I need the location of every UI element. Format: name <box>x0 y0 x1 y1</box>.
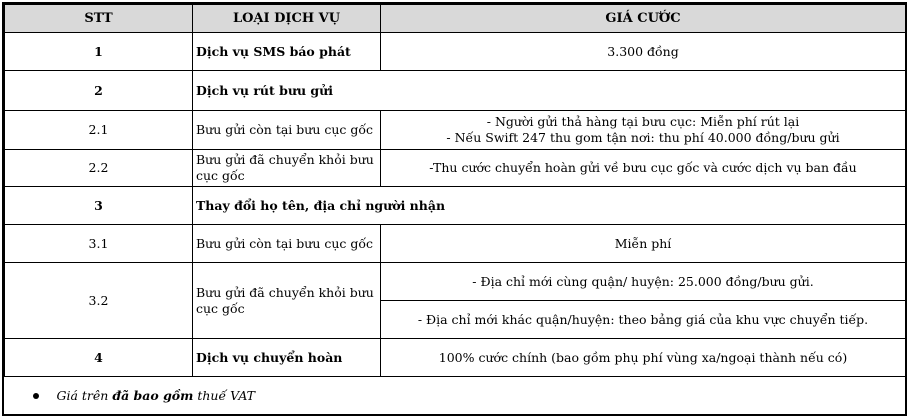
row-service-section: Dịch vụ rút bưu gửi <box>193 71 906 111</box>
price-line: - Nếu Swift 247 thu gom tận nơi: thu phí 40.000 đồng/bưu gửi <box>446 130 840 145</box>
row-price <box>381 111 906 150</box>
table-row <box>5 225 906 263</box>
price-line: - Người gửi thả hàng tại bưu cục: Miễn phí rút lại <box>486 114 800 129</box>
row-service: Bưu gửi còn tại bưu cục gốc <box>193 111 381 150</box>
table-row <box>5 187 906 225</box>
header-stt: STT <box>5 5 193 33</box>
row-price: 100% cước chính (bao gồm phụ phí vùng xa/ngoại thành nếu có) <box>381 339 906 377</box>
row-service: Dịch vụ chuyển hoàn <box>193 339 381 377</box>
note-row <box>5 377 906 416</box>
service-line: Bưu gửi đã chuyển khỏi bưu <box>196 152 374 167</box>
row-price: - Địa chỉ mới khác quận/huyện: theo bảng giá của khu vực chuyển tiếp. <box>381 301 906 339</box>
vat-note <box>5 377 906 416</box>
service-line: Bưu gửi đã chuyển khỏi bưu <box>196 284 374 300</box>
service-line: cục gốc <box>196 300 245 316</box>
header-price: GIÁ CƯỚC <box>381 5 906 33</box>
row-service: Bưu gửi còn tại bưu cục gốc <box>193 225 381 263</box>
row-stt: 4 <box>5 339 193 377</box>
row-service-section: Thay đổi họ tên, địa chỉ người nhận <box>193 187 906 225</box>
note-prefix: Giá trên <box>56 388 113 404</box>
row-stt: 2.1 <box>5 111 193 150</box>
row-price: -Thu cước chuyển hoàn gửi về bưu cục gốc và cước dịch vụ ban đầu <box>381 150 906 187</box>
table-row <box>5 150 906 187</box>
row-service <box>193 150 381 187</box>
row-price: 3.300 đồng <box>381 33 906 71</box>
row-stt: 1 <box>5 33 193 71</box>
row-stt: 3.1 <box>5 225 193 263</box>
row-price: - Địa chỉ mới cùng quận/ huyện: 25.000 đồng/bưu gửi. <box>381 263 906 301</box>
header-service-type: LOẠI DỊCH VỤ <box>193 5 381 33</box>
table-header-row <box>5 5 906 33</box>
table-row <box>5 71 906 111</box>
row-stt: 2 <box>5 71 193 111</box>
note-emphasis: đã bao gồm <box>112 388 194 404</box>
row-service <box>193 263 381 339</box>
table-row <box>5 263 906 301</box>
table-row <box>5 339 906 377</box>
table-row <box>5 111 906 150</box>
row-stt: 3 <box>5 187 193 225</box>
table-row <box>5 33 906 71</box>
row-price: Miễn phí <box>381 225 906 263</box>
row-stt: 2.2 <box>5 150 193 187</box>
note-suffix: thuế VAT <box>193 388 255 404</box>
service-line: cục gốc <box>196 168 245 183</box>
price-table <box>4 4 906 416</box>
bullet-icon <box>33 393 39 399</box>
row-stt: 3.2 <box>5 263 193 339</box>
price-table-frame <box>2 2 907 416</box>
row-service: Dịch vụ SMS báo phát <box>193 33 381 71</box>
